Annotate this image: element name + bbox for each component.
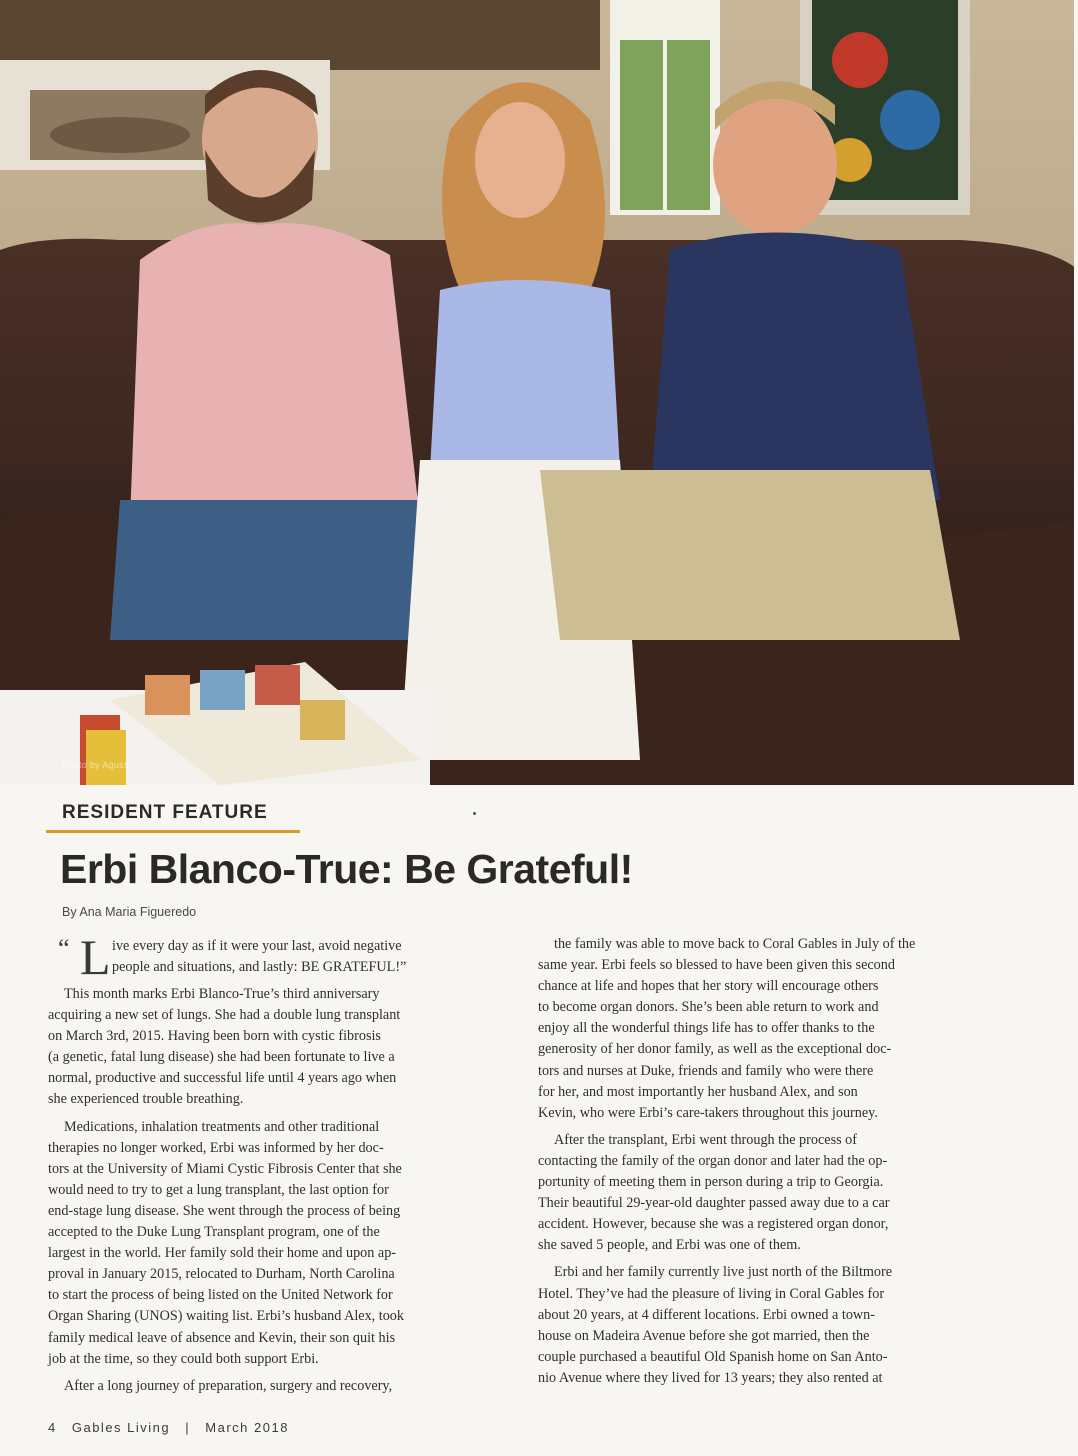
- photo-credit: Photo by Agustin: [62, 760, 135, 770]
- pull-quote-line: people and situations, and lastly: BE GRATEFUL!”: [112, 959, 407, 975]
- paragraph-line: generosity of her donor family, as well as the exceptional doc-: [538, 1041, 892, 1058]
- paragraph-line: for her, and most importantly her husband Alex, and son: [538, 1083, 858, 1100]
- page-number: 4: [48, 1420, 57, 1435]
- page-footer: [48, 1420, 299, 1435]
- paragraph-line: This month marks Erbi Blanco-True’s third anniversary: [64, 986, 380, 1002]
- paragraph-line: Organ Sharing (UNOS) waiting list. Erbi’s husband Alex, took: [48, 1308, 404, 1325]
- right-column-body: [538, 934, 1016, 1389]
- article-paragraph: [48, 1117, 518, 1370]
- paragraph-line: Erbi and her family currently live just north of the Biltmore: [554, 1264, 893, 1281]
- paragraph-line: After the transplant, Erbi went through the process of: [554, 1131, 857, 1148]
- issue-date: March 2018: [205, 1420, 289, 1435]
- paragraph-line: the family was able to move back to Coral Gables in July of the: [554, 936, 916, 952]
- article-paragraph: [48, 984, 518, 1111]
- paragraph-line: couple purchased a beautiful Old Spanish home on San Anto-: [538, 1348, 888, 1365]
- paragraph-line: Their beautiful 29-year-old daughter passed away due to a car: [538, 1195, 890, 1212]
- paragraph-line: she saved 5 people, and Erbi was one of them.: [538, 1237, 801, 1254]
- paragraph-line: Medications, inhalation treatments and other traditional: [64, 1118, 380, 1135]
- paragraph-line: nio Avenue where they lived for 13 years; they also rented at: [538, 1369, 883, 1386]
- publication-name: Gables Living: [71, 1420, 171, 1435]
- section-rule: [46, 830, 300, 833]
- paragraph-line: she experienced trouble breathing.: [48, 1091, 244, 1108]
- paragraph-line: tors and nurses at Duke, friends and family who were there: [538, 1062, 874, 1079]
- paragraph-line: largest in the world. Her family sold their home and upon ap-: [48, 1245, 397, 1262]
- footer-separator: |: [185, 1420, 191, 1435]
- pull-quote: [48, 929, 518, 985]
- paragraph-line: portunity of meeting them in person during a trip to Georgia.: [538, 1174, 884, 1191]
- paragraph-line: accident. However, because she was a registered organ donor,: [538, 1216, 889, 1233]
- paragraph-line: end-stage lung disease. She went through the process of being: [48, 1202, 401, 1219]
- paragraph-line: Hotel. They’ve had the pleasure of living in Coral Gables for: [538, 1285, 885, 1302]
- article-headline: Erbi Blanco-True: Be Grateful!: [60, 846, 633, 892]
- paragraph-line: accepted to the Duke Lung Transplant program, one of the: [48, 1224, 380, 1241]
- paragraph-line: proval in January 2015, relocated to Durham, North Carolina: [48, 1266, 395, 1283]
- paragraph-line: Kevin, who were Erbi’s care-takers throughout this journey.: [538, 1104, 878, 1121]
- pull-quote-open-mark: “: [58, 934, 70, 963]
- pull-quote-dropcap: L: [80, 929, 111, 985]
- paragraph-line: normal, productive and successful life until 4 years ago when: [48, 1070, 397, 1087]
- left-column-body: [48, 984, 518, 1397]
- paragraph-line: would need to try to get a lung transplant, the last option for: [48, 1181, 389, 1198]
- paragraph-line: tors at the University of Miami Cystic Fibrosis Center that she: [48, 1160, 402, 1177]
- paragraph-line: job at the time, so they could both support Erbi.: [48, 1350, 319, 1367]
- paragraph-line: enjoy all the wonderful things life has to offer thanks to the: [538, 1020, 875, 1037]
- article-paragraph: [538, 1262, 1016, 1389]
- paragraph-line: to become organ donors. She’s been able return to work and: [538, 999, 879, 1016]
- article-column-right: [538, 934, 1016, 1389]
- article-paragraph: [48, 1376, 518, 1397]
- paragraph-line: (a genetic, fatal lung disease) she had been fortunate to live a: [48, 1049, 395, 1066]
- printing-dot: [473, 812, 476, 815]
- paragraph-line: After a long journey of preparation, surgery and recovery,: [64, 1377, 393, 1394]
- paragraph-line: house on Madeira Avenue before she got married, then the: [538, 1327, 870, 1344]
- paragraph-line: same year. Erbi feels so blessed to have been given this second: [538, 957, 895, 974]
- paragraph-line: on March 3rd, 2015. Having been born with cystic fibrosis: [48, 1028, 381, 1045]
- paragraph-line: therapies no longer worked, Erbi was informed by her doc-: [48, 1139, 384, 1156]
- paragraph-line: contacting the family of the organ donor and later had the op-: [538, 1152, 888, 1169]
- paragraph-line: chance at life and hopes that her story will encourage others: [538, 978, 879, 995]
- article-paragraph: [538, 1130, 1016, 1257]
- paragraph-line: family medical leave of absence and Kevin, their son quit his: [48, 1329, 396, 1346]
- section-label: RESIDENT FEATURE: [62, 802, 268, 823]
- paragraph-line: about 20 years, at 4 different locations. Erbi owned a town-: [538, 1306, 875, 1323]
- article-paragraph: [538, 934, 1016, 1124]
- pull-quote-line: ive every day as if it were your last, avoid negative: [112, 938, 402, 954]
- paragraph-line: to start the process of being listed on the United Network for: [48, 1287, 393, 1304]
- paragraph-line: acquiring a new set of lungs. She had a double lung transplant: [48, 1007, 401, 1024]
- article-column-left: [48, 929, 518, 1397]
- article-byline: By Ana Maria Figueredo: [62, 905, 197, 919]
